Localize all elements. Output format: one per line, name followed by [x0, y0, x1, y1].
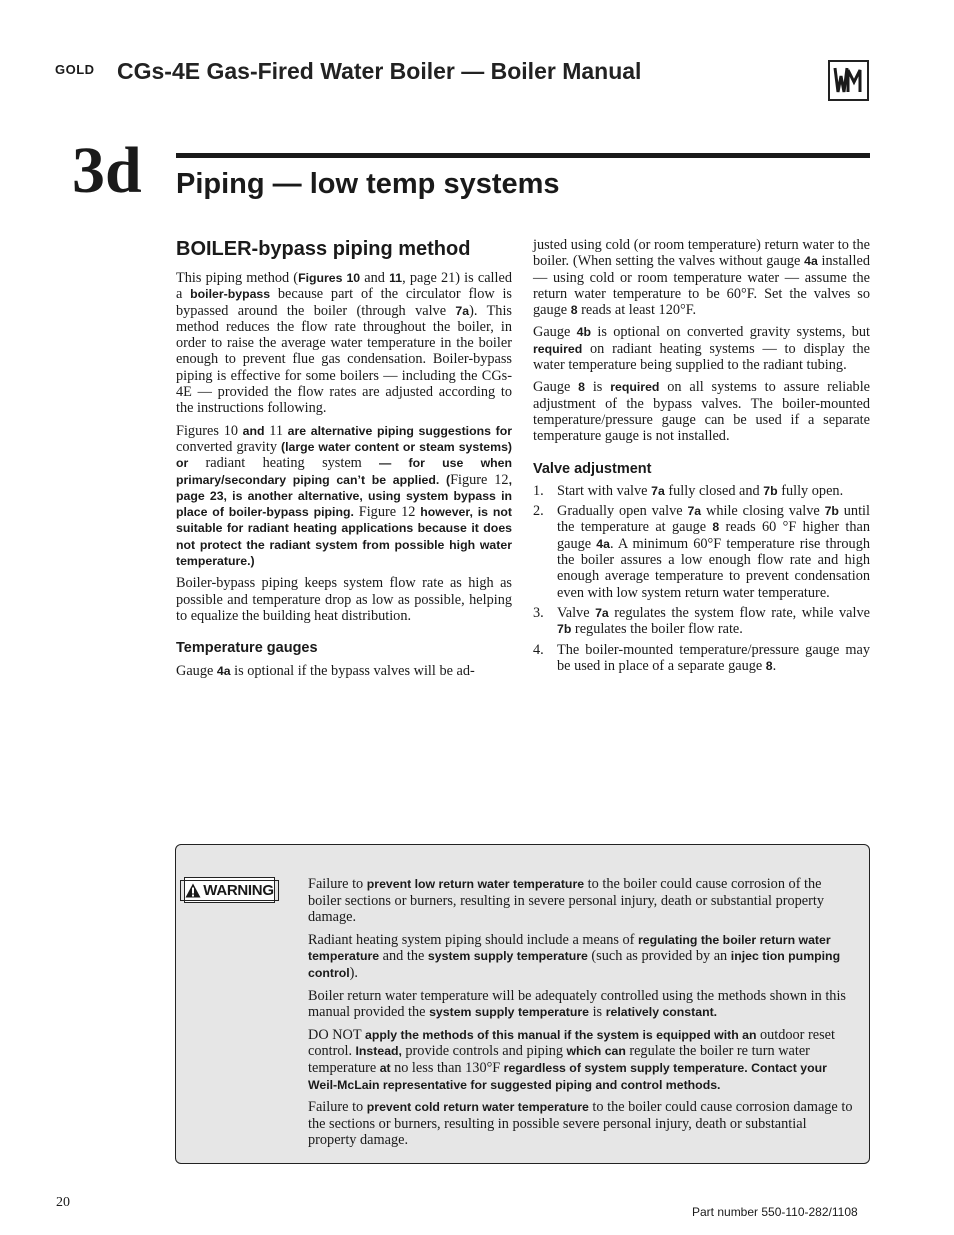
step-number: 2.: [533, 503, 544, 520]
bold-term: 4a: [216, 663, 231, 678]
bold-term: 11: [389, 271, 403, 285]
bold-term: Figures 10: [298, 271, 361, 285]
warning-paragraph-5: Failure to prevent cold return water temperature to the boiler could cause corrosion damage to the sections or burners, resulting in possible severe personal injury, death or substantial property damage.: [308, 1099, 853, 1149]
bold-term: 7a: [687, 504, 702, 519]
step-text: Gradually open valve 7a while closing valve 7b until the temperature at gauge 8 reads 60 °F higher than gauge 4a. A minimum 60°F temperature rise through the boiler assures a low enough flow rate and high enough average temperature to prevent condensation even with low system return water temperature.: [557, 503, 871, 601]
section-heading: BOILER-bypass piping method: [176, 238, 471, 260]
step-text: The boiler-mounted temperature/pressure gauge may be used in place of a separate gauge 8.: [557, 641, 870, 674]
bold-term: 8: [570, 303, 578, 318]
page-number: 20: [56, 1195, 70, 1210]
bold-term: 8: [765, 658, 773, 673]
list-item: [533, 642, 870, 675]
right-column: [533, 237, 870, 678]
warning-badge: [184, 877, 275, 903]
chapter-number: 3d: [72, 134, 142, 207]
bold-term: 4a: [804, 254, 818, 269]
bold-term: regulating the boiler return water temperature: [308, 932, 831, 964]
warning-text: [308, 876, 856, 1155]
bold-term: 4a: [596, 536, 610, 551]
bold-term: however, is not suitable for radiant heating applications because it does not protect the radiant system from possible high water temperature.): [176, 505, 512, 569]
step-text: Valve 7a regulates the system flow rate, while valve 7b regulates the boiler flow rate.: [557, 604, 870, 638]
warning-paragraph-3: Boiler return water temperature will be adequately controlled using the methods shown in this manual provided the system supply temperature is relatively constant.: [308, 987, 846, 1021]
bold-term: relatively constant.: [605, 1005, 718, 1020]
step-number: 4.: [533, 641, 544, 658]
left-paragraph-2: Figures 10 and 11 are alternative piping suggestions for converted gravity (large water content or steam systems) or radiant heating system — for use when primary/secondary piping can’t be applied. (Figure 12, page 23, is another alternative, using system bypass in place of boiler-bypass piping. Figure 12 however, is not suitable for radiant heating applications because it does not protect the radiant system from possible high water temperature.): [176, 422, 513, 569]
header-gold-label: GOLD: [55, 62, 95, 77]
warning-paragraph-4: DO NOT apply the methods of this manual if the system is equipped with an outdoor reset control. Instead, provide controls and piping which can regulate the boiler re turn water temperature at no less than 130°F regardless of system supply temperature. Contact your Weil-McLain representative for suggested piping and control methods.: [308, 1026, 835, 1092]
part-number: Part number 550-110-282/1108: [692, 1205, 858, 1219]
chapter-title: Piping — low temp systems: [176, 168, 560, 200]
list-item: [533, 605, 870, 638]
bold-term: 7a: [455, 303, 470, 318]
right-paragraph-3: Gauge 8 is required on all systems to assure reliable adjustment of the bypass valves. The boiler-mounted temperature/pressure gauge can be used if a separate temperature gauge is not installed.: [533, 379, 871, 445]
header-title: CGs-4E Gas-Fired Water Boiler — Boiler Manual: [117, 58, 642, 84]
bold-term: (large water content or steam systems) or: [176, 439, 513, 471]
bold-term: prevent cold return water temperature: [366, 1100, 589, 1115]
bold-term: 8: [578, 380, 585, 395]
logo-mark-icon: [830, 62, 867, 99]
bold-term: required: [533, 341, 583, 356]
right-paragraph-1: justed using cold (or room temperature) return water to the boiler. (When setting the valves without gauge 4a installed — using cold or room temperature water — assume the return water temperature to be 60°F. Set the valves so gauge 8 reads at least 120°F.: [533, 237, 870, 319]
step-text: Start with valve 7a fully closed and 7b fully open.: [557, 482, 844, 499]
warning-triangle-icon: [185, 883, 201, 898]
step-number: 1.: [533, 482, 544, 499]
left-column: [176, 236, 512, 685]
chapter-rule: [176, 153, 870, 158]
list-item: [533, 503, 870, 601]
left-paragraph-3: Boiler-bypass piping keeps system flow rate as high as possible and temperature drop as low as possible, helping to equalize the building heat distribution.: [176, 575, 512, 624]
bold-term: 7b: [763, 483, 778, 498]
warning-box: [175, 844, 870, 1164]
bold-term: are alternative piping suggestions for: [283, 423, 512, 438]
step-number: 3.: [533, 604, 544, 621]
list-item: [533, 483, 870, 499]
temperature-gauges-heading: Temperature gauges: [176, 640, 318, 657]
bold-term: system supply temperature: [429, 1005, 590, 1020]
right-paragraph-2: Gauge 4b is optional on converted gravity systems, but required on radiant heating systems — to display the water temperature being supplied to the radiant tubing.: [533, 324, 870, 374]
bold-term: which can: [563, 1044, 630, 1059]
bold-term: regardless of system supply temperature. Contact your Weil-McLain representative for suggested piping and control methods.: [308, 1060, 827, 1092]
bold-term: , page 23, is another alternative, using system bypass in place of boiler-bypass piping.: [176, 472, 512, 520]
valve-adjustment-heading: Valve adjustment: [533, 460, 652, 477]
bold-term: — for use when primary/secondary piping can’t be applied. (: [176, 456, 512, 487]
bold-term: 4b: [576, 325, 592, 340]
bold-term: system supply temperature: [427, 949, 588, 964]
warning-paragraph-1: Failure to prevent low return water temperature to the boiler could cause corrosion of the boiler sections or burners, resulting in severe personal injury, death or substantial property damage.: [308, 876, 825, 926]
bold-term: apply the methods of this manual if the system is equipped with an: [361, 1027, 760, 1042]
bold-term: boiler-bypass: [190, 287, 271, 302]
warning-paragraph-2: Radiant heating system piping should include a means of regulating the boiler return water temperature and the system supply temperature (such as provided by an injec tion pumping control).: [308, 931, 841, 981]
bold-term: injec tion pumping control: [308, 949, 841, 980]
left-paragraph-4: Gauge 4a is optional if the bypass valves will be ad-: [176, 662, 475, 679]
bold-term: prevent low return water temperature: [366, 877, 585, 891]
bold-term: 7a: [651, 483, 665, 498]
valve-adjustment-steps: [533, 483, 870, 674]
bold-term: 7b: [824, 504, 839, 519]
warning-label: WARNING: [203, 881, 274, 899]
bold-term: at: [376, 1060, 395, 1075]
weil-mclain-logo: [828, 60, 869, 101]
left-paragraph-1: This piping method (Figures 10 and 11, page 21) is called a boiler-bypass because part of the circulator flow is bypassed around the boiler (through valve 7a). This method reduces the flow rate throughout the boiler, in order to raise the average water temperature in the boiler enough to prevent flue gas condensation. Boiler-bypass piping is effective for some boilers — including the CGs-4E — provided the flow rates are adjusted according to the instructions following.: [176, 270, 512, 417]
bold-term: Instead,: [352, 1044, 406, 1059]
bold-term: and: [238, 423, 270, 438]
bold-term: required: [610, 380, 660, 395]
bold-term: 8: [712, 520, 720, 535]
bold-term: 7a: [595, 605, 609, 620]
bold-term: 7b: [557, 622, 572, 637]
